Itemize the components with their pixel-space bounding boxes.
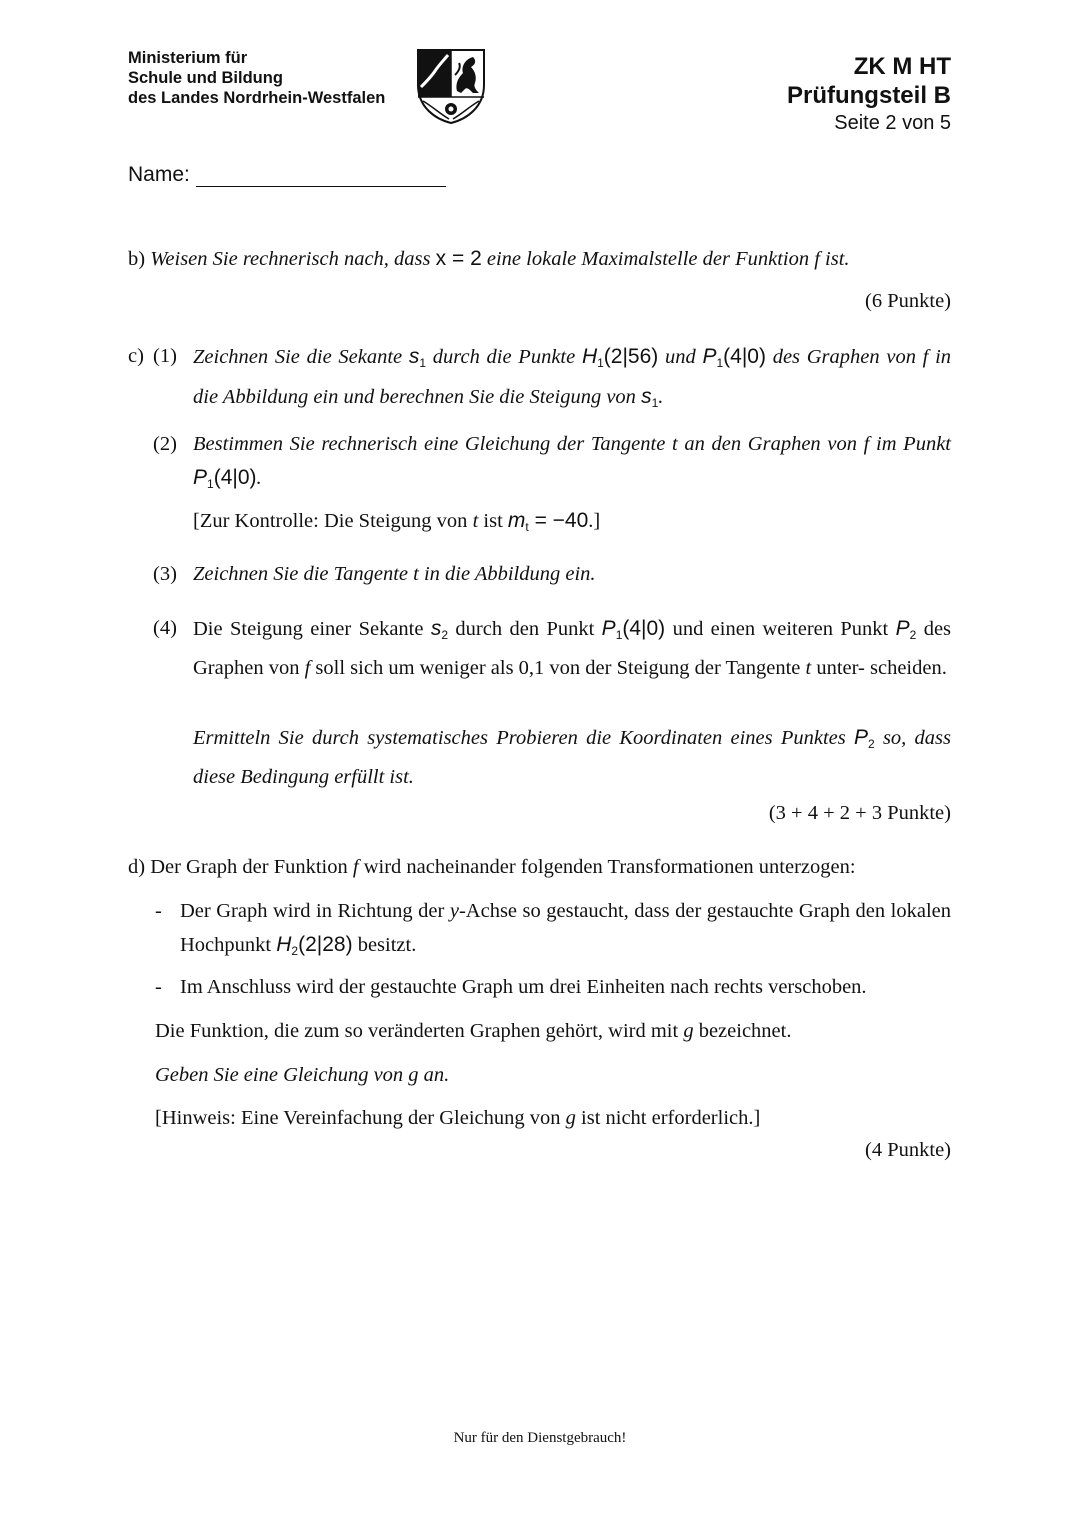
task-d-hint: [155, 1102, 951, 1135]
d-result-after: bezeichnet.: [698, 1020, 792, 1042]
c4-task-before: Ermitteln Sie durch systematisches Probieren die Koordinaten eines Punktes: [193, 727, 846, 749]
d-b1-before: Der Graph wird in Richtung der: [180, 900, 445, 922]
d-bullet2-dash: -: [155, 976, 162, 998]
c4-t6: unter- scheiden.: [816, 657, 947, 679]
c4-task-p2: $P_2$: [854, 726, 875, 751]
c2-p1: $P_1(4|0)$: [193, 466, 257, 491]
d-hint-g: g: [565, 1107, 576, 1129]
task-d-bullet2: Im Anschluss wird der gestauchte Graph um drei Einheiten nach rechts verschoben.: [180, 976, 867, 998]
task-c3-text: Zeichnen Sie die Tangente t in die Abbildung ein.: [193, 563, 596, 585]
c2-t2: .: [256, 467, 262, 489]
d-intro-f: f: [352, 856, 359, 878]
d-b1-after: besitzt.: [357, 934, 417, 956]
c1-s1: $s_1$: [408, 345, 427, 370]
task-b-label: b): [128, 248, 146, 270]
task-d-points: (4 Punkte): [865, 1139, 951, 1161]
c1-t2: durch die Punkte: [432, 346, 576, 368]
task-c2-control: [193, 504, 951, 544]
d-h2: $H_2(2|28)$: [276, 933, 353, 958]
d-b1-y: y: [449, 900, 459, 922]
footer-note: Nur für den Dienstgebrauch!: [453, 1430, 627, 1446]
c1-t3: und: [665, 346, 696, 368]
page-info: Seite 2 von 5: [834, 112, 951, 134]
c4-s2: $s_2$: [430, 617, 449, 642]
c1-t4: des Graphen von f in die Abbildung ein und berechnen Sie die Steigung von: [193, 346, 952, 408]
task-c2-text: [193, 428, 951, 501]
c4-t2: durch den Punkt: [455, 618, 595, 640]
d-bullet1-dash: -: [155, 900, 162, 922]
exam-part: Prüfungsteil B: [786, 82, 951, 109]
ministry-line-3: des Landes Nordrhein-Westfalen: [128, 89, 386, 107]
c4-task-after: so, dass diese Bedingung erfüllt ist.: [193, 727, 952, 788]
c2-t1: Bestimmen Sie rechnerisch eine Gleichung der Tangente t an den Graphen von f im Punkt: [193, 433, 951, 455]
exam-header: [787, 52, 951, 136]
name-field[interactable]: [128, 163, 446, 187]
task-c4-task: [193, 721, 951, 794]
c4-p2: $P_2$: [895, 617, 917, 642]
nrw-crest-icon: [415, 47, 487, 125]
c2-control-t: t: [472, 510, 479, 532]
task-b-text-after: eine lokale Maximalstelle der Funktion f ist.: [486, 248, 850, 270]
task-c-label: c): [128, 345, 144, 367]
c4-t1: Die Steigung einer Sekante: [193, 618, 424, 640]
c1-p1: $P_1(4|0)$: [702, 345, 766, 370]
c2-m: $m_t = -40$: [507, 509, 589, 534]
task-d-result: [155, 1015, 951, 1048]
ministry-line-1: Ministerium für: [128, 49, 248, 67]
d-b1-mid: -Achse so gestaucht, dass der gestauchte Graph den lokalen Hochpunkt: [180, 900, 951, 956]
c1-s1b: $s_1$: [641, 385, 659, 410]
task-c4-num: (4): [153, 617, 177, 639]
task-c4-text: [193, 612, 951, 685]
name-label: Name:: [128, 163, 190, 186]
c4-f: f: [304, 657, 311, 679]
task-c1-num: (1): [153, 345, 177, 367]
task-b-points: (6 Punkte): [865, 290, 951, 312]
d-result-g: g: [683, 1020, 694, 1042]
d-hint-after: ist nicht erforderlich.]: [581, 1107, 761, 1129]
c2-control-ist: ist: [483, 510, 503, 532]
d-intro-after: wird nacheinander folgenden Transformationen unterzogen:: [363, 856, 856, 878]
c4-p1: $P_1(4|0)$: [601, 617, 666, 642]
c1-t1: Zeichnen Sie die Sekante: [193, 346, 403, 368]
c4-t4: des Graphen von: [193, 618, 952, 679]
task-d-task: Geben Sie eine Gleichung von g an.: [155, 1064, 450, 1086]
ministry-line-2: Schule und Bildung: [128, 69, 283, 87]
task-b-text-before: Weisen Sie rechnerisch nach, dass: [150, 248, 431, 270]
task-d-intro: [128, 851, 952, 884]
c4-t5: soll sich um weniger als 0,1 von der Steigung der Tangente: [315, 657, 801, 679]
exam-code: ZK M HT: [853, 53, 951, 80]
ministry-name: [128, 48, 385, 108]
task-b-math: x = 2: [435, 247, 482, 270]
c2-control-after: .]: [588, 510, 601, 532]
d-hint-before: [Hinweis: Eine Vereinfachung der Gleichung von: [155, 1107, 561, 1129]
d-intro-before: Der Graph der Funktion: [150, 856, 348, 878]
name-blank-line[interactable]: [196, 164, 446, 187]
c2-control-before: [Zur Kontrolle: Die Steigung von: [193, 510, 468, 532]
task-c2-num: (2): [153, 433, 177, 455]
c1-h1: $H_1(2|56)$: [581, 345, 659, 370]
task-b: [128, 242, 952, 276]
task-d-label: d): [128, 856, 146, 878]
task-c-points: (3 + 4 + 2 + 3 Punkte): [768, 802, 951, 824]
c4-t3: und einen weiteren Punkt: [672, 618, 889, 640]
task-c1-text: [193, 340, 951, 420]
task-c3-num: (3): [153, 563, 177, 585]
task-d-bullet1: [180, 895, 951, 968]
c1-t5: .: [658, 386, 664, 408]
d-result-before: Die Funktion, die zum so veränderten Graphen gehört, wird mit: [155, 1020, 679, 1042]
c4-t: t: [805, 657, 812, 679]
